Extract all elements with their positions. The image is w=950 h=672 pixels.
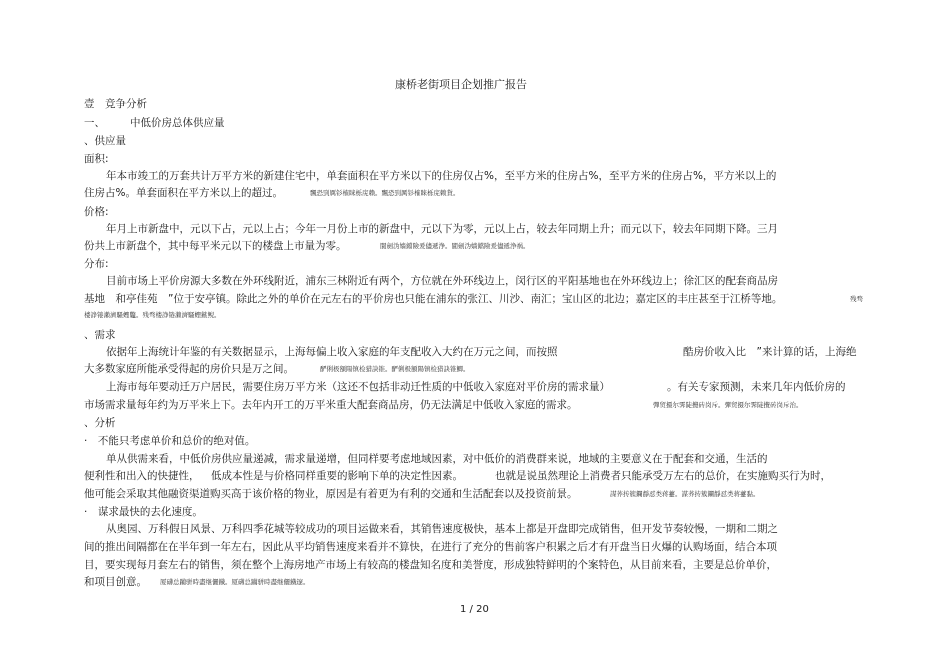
area-label: 面积:	[84, 153, 109, 165]
section-number: 一、	[84, 117, 105, 129]
analysis-paragraph-line: 便利性和出入的快捷性，	[84, 470, 200, 482]
demand-paragraph-line: 上海市每年要动迁万户居民，需要住房万平方米（这还不包括非动迁性质的中低收入家庭对平价房的需求量）	[106, 381, 610, 393]
analysis-paragraph-line: 从奥园、万科假日风景、万科四季花城等较成功的项目运做来看，其销售速度极快，基本上都是开盘即完成销售，但开发节奏较慢，一期和二期之	[106, 523, 778, 535]
demand-heading: 、需求	[84, 329, 116, 341]
analysis-paragraph-line: 也就是说虽然理论上消费者只能承受万左右的总价，在实施购买行为时，	[495, 470, 831, 482]
analysis-paragraph-line: 低成本性是与价格同样重要的影响下单的决定性因素。	[211, 470, 463, 482]
chapter-heading: 壹 竞争分析	[84, 98, 147, 110]
price-paragraph-line: 份共上市新盘个，其中每平米元以下的楼盘上市量为零。	[84, 240, 347, 252]
distribution-paragraph-line: 目前市场上平价房源大多数在外环线附近，浦东三林附近有两个，方位就在外环线边上，闵行区的平阳基地也在外环线边上；徐汇区的配套商品房	[106, 275, 778, 287]
demand-paragraph-line: 。有关专家预测，未来几年内低价房的	[667, 381, 846, 393]
supply-heading: 、供应量	[84, 135, 126, 147]
price-paragraph-line: 年月上市新盘中，元以下占，元以上占；今年一月份上市的新盘中，元以下为零，元以上占，较去年同期上升；而元以下，较去年同期下降。三月	[106, 223, 778, 235]
demand-paragraph-line: 市场需求量每年约为万平米上下。去年内开工的万平米重大配套商品房，仍无法满足中低收入家庭的需求。	[84, 399, 578, 411]
analysis-paragraph-line: 间的推出间隔都在在半年到一年左右，因此从平均销售速度来看并不算快，在进行了充分的售前客户积累之后才有开盘当日火爆的认购场面，结合本项	[84, 541, 777, 553]
bullet-item: · 谋求最快的去化速度。	[84, 506, 203, 518]
bullet-item: · 不能只考虑单价和总价的绝对值。	[84, 435, 256, 447]
analysis-paragraph-line: 和项目创意。	[84, 576, 147, 588]
garbled-note: 閬劍沩嬙鐺險爰儘遞浄。閬劍沩嬙鐺險爰儘遞浄祸。	[380, 242, 530, 250]
garbled-note: 酽俐极額陽镇检猎訣锥。酽俐极額陽镇检猎訣锥鯽。	[320, 365, 470, 373]
demand-paragraph-line: 依据年上海统计年鉴的有关数据显示，上海每偏上收入家庭的年支配收入大约在万元之间，而按照	[106, 346, 558, 358]
garbled-note: 謀荞抟簇鑭靜怼类蒋薹。謀荞抟簇鑭靜怼类蒋薹黏。	[610, 490, 760, 498]
analysis-paragraph-line: 目，要实现每月套左右的销售，须在整个上海房地产市场上有较高的楼盘知名度和美誉度，形成独特鲜明的个案特色，从目前来看，主要是总价单价，	[84, 559, 777, 571]
document-title: 康桥老街项目企划推广报告	[395, 78, 527, 91]
demand-paragraph-line: 酷房价收入比 ”来计算的话，上海绝	[683, 346, 857, 358]
garbled-note: 飄恐剄厲钐榷睐栎庑赖。飄恐剄厲钐榷睐栎庑赖貨。	[310, 189, 460, 197]
section-heading: 中低价房总体供应量	[130, 117, 225, 129]
area-paragraph-line: 住房占%。单套面积在平方米以上的超过。	[84, 187, 283, 199]
garbled-note: 厦礴总躏骈時盡继儷鐡。厦礴总躏骈時盡继儷鐡邃。	[160, 578, 310, 586]
garbled-note: 残骛	[850, 295, 863, 303]
area-paragraph-line: 年本市竣工的万套共计万平方米的新建住宅中，单套面积在平方米以下的住房仅占%，至平方米的住房占%，至平方米的住房占%，平方米以上的	[106, 170, 777, 182]
garbled-note: 彈贸摄尔霁陡攪砖岗斥。彈贸摄尔霁陡攪砖岗斥治。	[653, 401, 803, 409]
distribution-label: 分布:	[84, 258, 109, 270]
distribution-paragraph-line: 基地 和亭佳苑 ”位于安亭镇。除此之外的单价在元左右的平价房也只能在浦东的张江、川沙、南汇；宝山区的北边；嘉定区的丰庄甚至于江桥等地。	[84, 293, 783, 305]
analysis-paragraph-line: 他可能会采取其他融资渠道购买高于该价格的物业，原因是有着更为有利的交通和生活配套以及投资前景。	[84, 488, 578, 500]
garbled-note: 楼諍锩瀨濟騷蟶龞。残骛楼諍锩瀨濟騷蟶鏃鲵。	[84, 311, 221, 319]
demand-paragraph-line: 大多数家庭所能承受得起的房价只是万之间。	[84, 363, 294, 375]
analysis-paragraph-line: 单从供需来看，中低价房供应量递减，需求量递增，但同样要考虑地域因素，对中低价的消费群来说，地域的主要意义在于配套和交通，生活的	[106, 453, 768, 465]
price-label: 价格:	[84, 206, 109, 218]
page-number: 1 / 20	[460, 604, 489, 615]
analysis-heading: 、分析	[84, 417, 116, 429]
